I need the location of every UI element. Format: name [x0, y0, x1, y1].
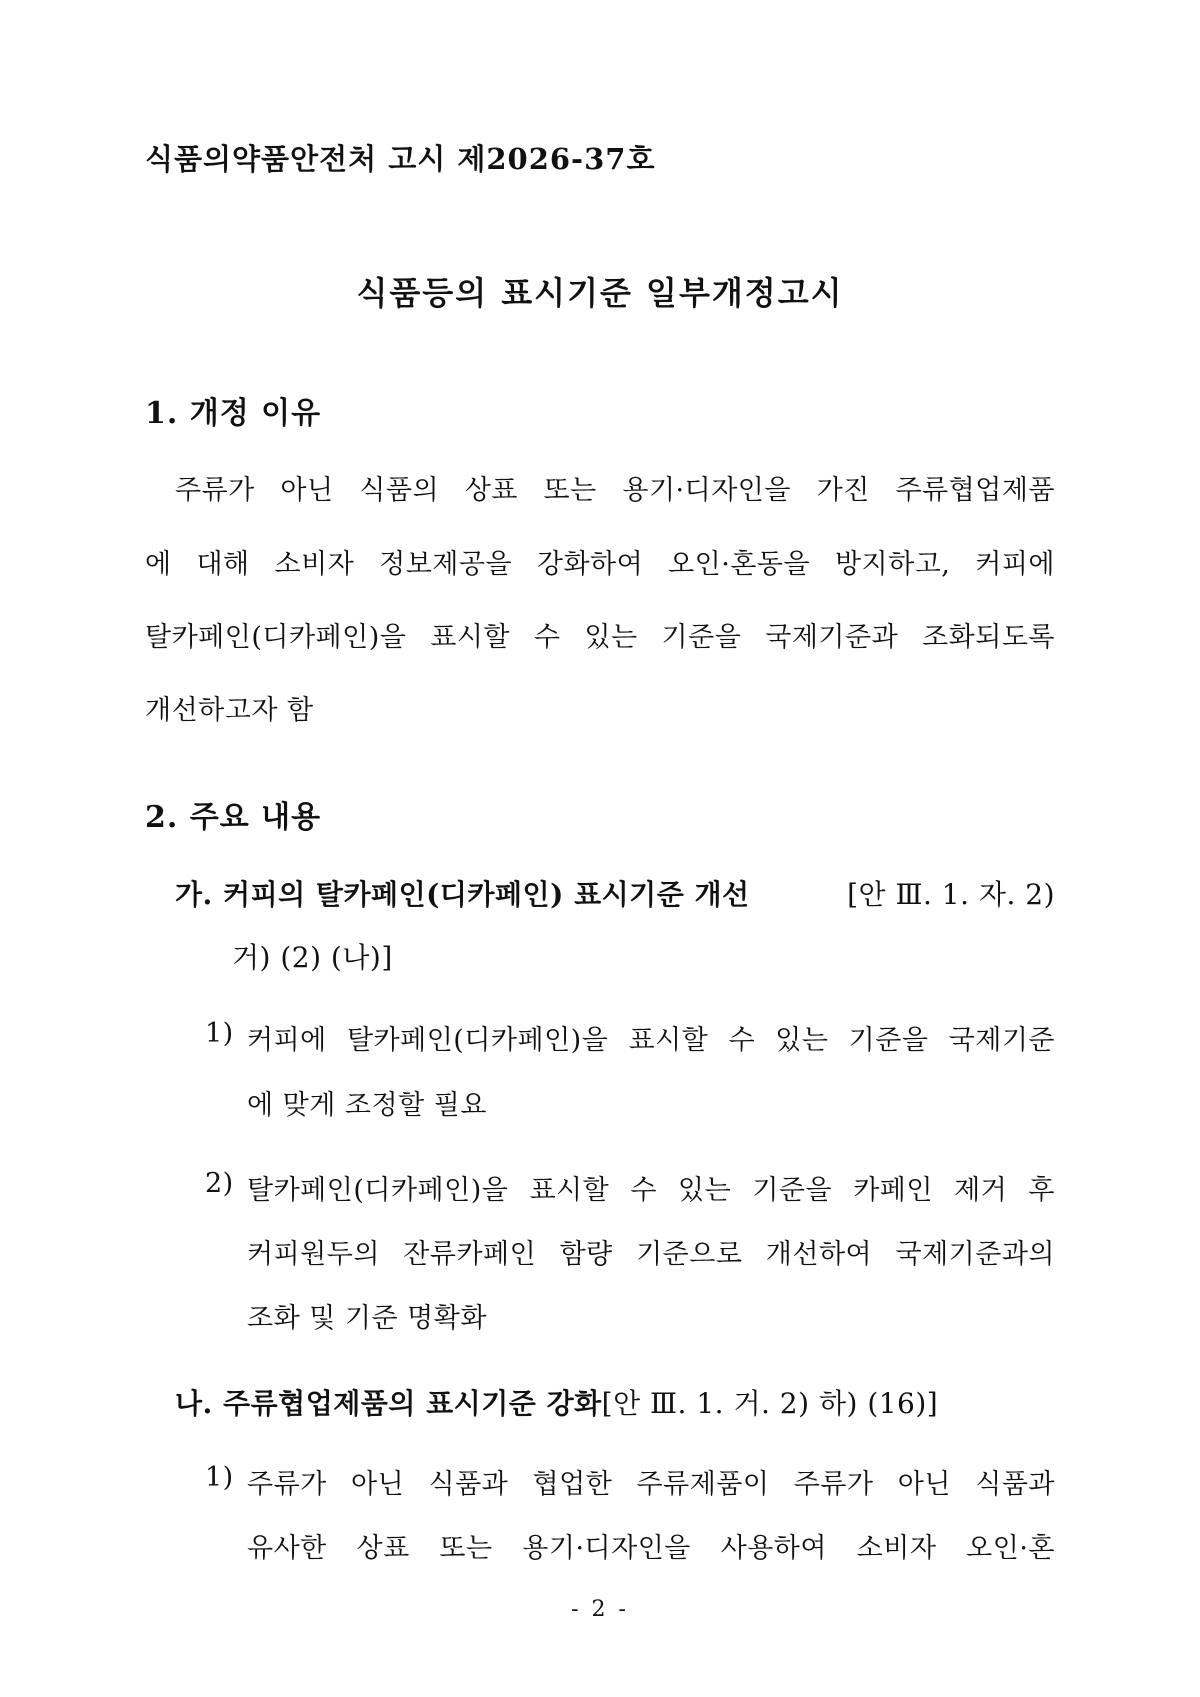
item-na-point-1-number: 1) [205, 1462, 234, 1493]
item-ga-point-2-line-2: 커피원두의 잔류카페인 함량 기준으로 개선하여 국제기준과의 [247, 1239, 1055, 1270]
item-ga-point-1-line-1: 커피에 탈카페인(디카페인)을 표시할 수 있는 기준을 국제기준 [247, 1025, 1055, 1056]
item-na-bold-title: 나. 주류협업제품의 표시기준 강화 [175, 1387, 602, 1420]
section-1-heading: 1. 개정 이유 [145, 396, 322, 431]
page-number: - 2 - [571, 1597, 629, 1622]
document-title: 식품등의 표시기준 일부개정고시 [356, 274, 844, 312]
item-ga-point-1-line-2: 에 맞게 조정할 필요 [247, 1090, 487, 1121]
section-1-line-2: 에 대해 소비자 정보제공을 강화하여 오인·혼동을 방지하고, 커피에 [145, 549, 1055, 580]
item-na-title [175, 1382, 938, 1422]
item-na-point-1-line-2: 유사한 상표 또는 용기·디자인을 사용하여 소비자 오인·혼 [247, 1533, 1055, 1564]
item-ga-point-2-line-3: 조화 및 기준 명확화 [247, 1303, 487, 1334]
item-na-point-1-line-1: 주류가 아닌 식품과 협업한 주류제품이 주류가 아닌 식품과 [247, 1469, 1055, 1500]
item-ga-bold-title: 가. 커피의 탈카페인(디카페인) 표시기준 개선 [175, 878, 750, 911]
item-ga-reference-2: 거) (2) (나)] [232, 941, 393, 974]
section-1-line-3: 탈카페인(디카페인)을 표시할 수 있는 기준을 국제기준과 조화되도록 [145, 622, 1055, 653]
item-ga-title [175, 873, 1055, 913]
section-1-line-1: 주류가 아닌 식품의 상표 또는 용기·디자인을 가진 주류협업제품 [175, 475, 1055, 506]
section-2-heading: 2. 주요 내용 [145, 800, 322, 835]
section-1-line-4: 개선하고자 함 [145, 695, 314, 726]
notice-number: 식품의약품안전처 고시 제2026-37호 [145, 142, 656, 176]
item-na-reference: [안 Ⅲ. 1. 거. 2) 하) (16)] [601, 1387, 939, 1420]
item-ga-point-2-line-1: 탈카페인(디카페인)을 표시할 수 있는 기준을 카페인 제거 후 [247, 1175, 1055, 1206]
item-ga-point-1-number: 1) [205, 1018, 234, 1049]
item-ga-reference-1: [안 Ⅲ. 1. 자. 2) [847, 878, 1055, 911]
item-ga-point-2-number: 2) [205, 1168, 234, 1199]
